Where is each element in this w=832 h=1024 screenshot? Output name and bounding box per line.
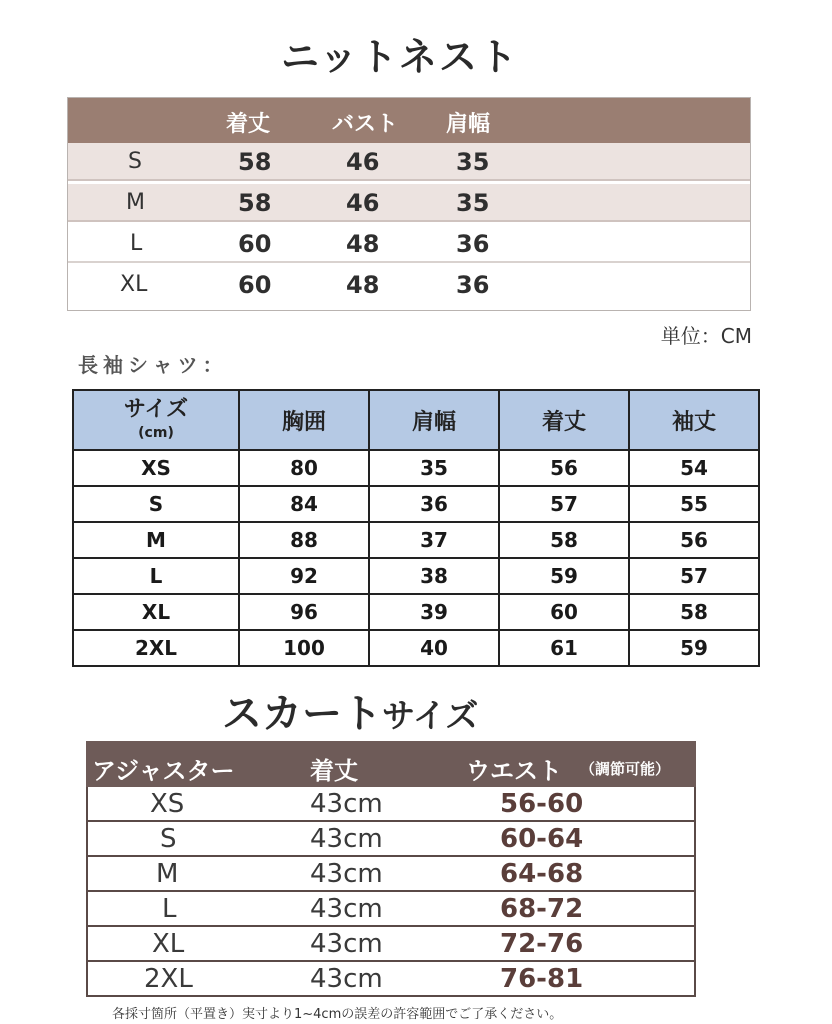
cell-value: 43cm [310,859,383,889]
cell-value: 39 [369,594,499,630]
unit-note: 単位：CM [660,324,752,348]
cell-value: 68-72 [500,894,584,924]
shirt-header-sleeve: 袖丈 [629,390,759,450]
table-row [88,857,694,892]
cell-value: 72-76 [500,929,584,959]
skirt-header-adjuster: アジャスター [92,757,235,785]
skirt-header-adjustable: （調節可能） [580,760,671,778]
cell-value: 46 [346,189,380,217]
cell-value: 88 [239,522,369,558]
table-row [88,892,694,927]
table-row [88,927,694,962]
table-row [68,225,750,263]
cell-value: 36 [369,486,499,522]
size-label: S [128,149,142,174]
skirt-size-table [86,741,696,997]
cell-value: 76-81 [500,964,584,994]
size-label: XL [152,929,185,959]
size-label: M [126,190,145,215]
cell-value: 46 [346,148,380,176]
cell-value: 92 [239,558,369,594]
cell-value: 58 [238,148,272,176]
cell-value: 43cm [310,894,383,924]
cell-value: 36 [456,230,490,258]
table-row [73,558,759,594]
measurement-disclaimer: 各採寸箇所（平置き）実寸より1~4cmの誤差の許容範囲でご了承ください。 [112,1007,563,1022]
cell-value: 84 [239,486,369,522]
cell-value: 58 [238,189,272,217]
knit-header-shoulder: 肩幅 [446,112,491,137]
shirt-header-length: 着丈 [499,390,629,450]
cell-value: 55 [629,486,759,522]
size-label: XS [150,789,185,819]
size-label: 2XL [73,630,239,666]
cell-value: 35 [456,148,490,176]
cell-value: 35 [369,450,499,486]
cell-value: 58 [499,522,629,558]
cell-value: 100 [239,630,369,666]
cell-value: 54 [629,450,759,486]
cell-value: 60 [238,230,272,258]
cell-value: 60-64 [500,824,584,854]
shirt-title: 長袖シャツ： [78,353,228,377]
size-label: L [73,558,239,594]
size-label: M [156,859,179,889]
size-label: S [160,824,177,854]
cell-value: 59 [629,630,759,666]
knit-vest-title: ニットネスト [280,35,520,79]
cell-value: 48 [346,230,380,258]
shirt-header-shoulder: 肩幅 [369,390,499,450]
shirt-header-unit: (cm) [138,425,174,442]
cell-value: 43cm [310,964,383,994]
cell-value: 80 [239,450,369,486]
size-label: XS [73,450,239,486]
skirt-header-length: 着丈 [310,757,358,785]
cell-value: 60 [499,594,629,630]
cell-value: 64-68 [500,859,584,889]
size-label: XL [120,272,148,297]
table-row [73,522,759,558]
cell-value: 57 [629,558,759,594]
cell-value: 58 [629,594,759,630]
table-row [68,266,750,304]
cell-value: 60 [238,271,272,299]
size-label: M [73,522,239,558]
knit-header-length: 着丈 [226,112,271,137]
table-row [73,630,759,666]
skirt-header-waist: ウエスト [466,757,562,785]
skirt-table-body [86,787,696,997]
knit-size-table [67,97,751,311]
cell-value: 56 [629,522,759,558]
cell-value: 43cm [310,789,383,819]
cell-value: 36 [456,271,490,299]
cell-value: 35 [456,189,490,217]
knit-header-bust: バスト [332,112,399,137]
cell-value: 40 [369,630,499,666]
table-row [73,486,759,522]
skirt-title-main: スカート [222,691,382,737]
table-row [88,822,694,857]
cell-value: 96 [239,594,369,630]
skirt-title [222,682,478,739]
cell-value: 56-60 [500,789,584,819]
cell-value: 56 [499,450,629,486]
cell-value: 43cm [310,929,383,959]
cell-value: 59 [499,558,629,594]
shirt-header-chest: 胸囲 [239,390,369,450]
size-label: S [73,486,239,522]
skirt-title-sub: サイズ [382,696,479,735]
table-row [88,787,694,822]
table-header-row [73,390,759,450]
cell-value: 37 [369,522,499,558]
table-row [73,594,759,630]
shirt-size-table [72,389,760,667]
shirt-header-size-label: サイズ [123,397,189,423]
cell-value: 61 [499,630,629,666]
cell-value: 43cm [310,824,383,854]
cell-value: 57 [499,486,629,522]
skirt-table-header [86,741,696,787]
size-label: L [130,231,143,256]
table-row [68,143,750,181]
size-label: XL [73,594,239,630]
cell-value: 48 [346,271,380,299]
cell-value: 38 [369,558,499,594]
table-row [73,450,759,486]
shirt-header-size [73,390,239,450]
table-row [68,184,750,222]
knit-table-header [68,98,750,143]
table-row [88,962,694,997]
size-label: 2XL [144,964,193,994]
size-label: L [162,894,177,924]
